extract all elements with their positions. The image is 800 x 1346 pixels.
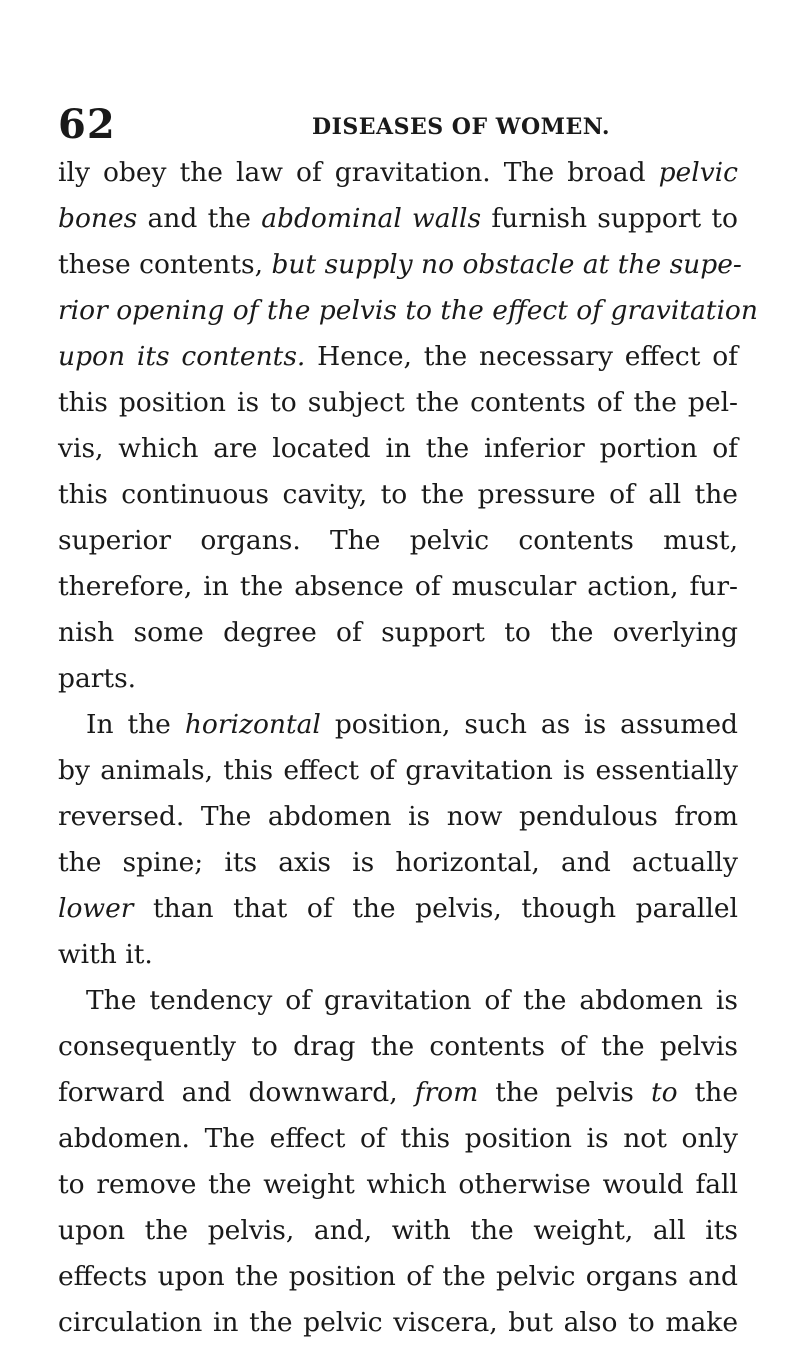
text-run: this position is to subject the contents of the pel- [58,387,738,418]
text-line [58,1162,738,1208]
text-line [58,1208,738,1254]
text-run: In the [86,709,185,740]
text-line [58,932,738,978]
text-run: Hence, the necessary effect of [305,341,738,372]
text-run: furnish support to [481,203,738,234]
text-run: consequently to drag the contents of the pelvis [58,1031,738,1062]
italic-text-run: lower [58,893,134,924]
text-run: forward and downward, [58,1077,415,1108]
text-line [58,1300,738,1346]
running-head [0,100,800,150]
italic-text-run: pelvic [658,157,738,188]
text-run: the [677,1077,738,1108]
text-line [58,288,758,334]
text-run: this continuous cavity, to the pressure of all the [58,479,738,510]
text-run: therefore, in the absence of muscular action, fur- [58,571,738,602]
text-line [58,1254,738,1300]
text-line [58,472,738,518]
italic-text-run: rior opening of the pelvis to the effect of gravitation [58,295,758,326]
text-run: nish some degree of support to the overlying [58,617,738,648]
text-line [58,702,738,748]
text-line [58,150,738,196]
text-line [58,1070,738,1116]
text-run: these contents, [58,249,272,280]
text-run: the spine; its axis is horizontal, and actually [58,847,738,878]
text-run: effects upon the position of the pelvic organs and [58,1261,738,1292]
text-run: abdomen. The effect of this position is not only [58,1123,738,1154]
text-line [58,196,738,242]
text-run: the pelvis [478,1077,651,1108]
text-run: superior organs. The pelvic contents must, [58,525,738,556]
text-run: upon the pelvis, and, with the weight, all its [58,1215,738,1246]
text-line [58,610,738,656]
text-run: reversed. The abdomen is now pendulous from [58,801,738,832]
italic-text-run: but supply no obstacle at the supe- [271,249,742,280]
italic-text-run: upon its contents. [58,341,306,372]
page-number: 62 [58,101,116,148]
text-line [58,656,738,702]
text-run: parts. [58,663,137,694]
text-line [58,426,738,472]
text-line [58,748,738,794]
text-line [58,1024,738,1070]
text-line [58,518,738,564]
text-line [58,840,738,886]
text-run: ily obey the law of gravitation. The broad [58,157,659,188]
text-run: than that of the pelvis, though parallel [133,893,738,924]
text-line [58,1116,738,1162]
text-run: vis, which are located in the inferior portion of [58,433,738,464]
text-line [58,242,742,288]
italic-text-run: horizontal [184,709,321,740]
running-title: DISEASES OF WOMEN. [312,114,611,140]
text-run: circulation in the pelvic viscera, but also to make [58,1307,738,1338]
text-run: by animals, this effect of gravitation is essentially [58,755,738,786]
text-run: and the [137,203,262,234]
italic-text-run: bones [58,203,138,234]
text-run: The tendency of gravitation of the abdomen is [86,985,738,1016]
text-line [58,380,738,426]
text-line [58,794,738,840]
text-line [58,564,738,610]
text-line [58,886,738,932]
text-line [58,978,738,1024]
italic-text-run: to [650,1077,678,1108]
text-run: to remove the weight which otherwise would fall [58,1169,738,1200]
text-line [58,334,738,380]
text-run: position, such as is assumed [320,709,739,740]
italic-text-run: abdominal walls [261,203,482,234]
italic-text-run: from [414,1077,479,1108]
body-text [58,150,758,1346]
text-run: with it. [58,939,153,970]
